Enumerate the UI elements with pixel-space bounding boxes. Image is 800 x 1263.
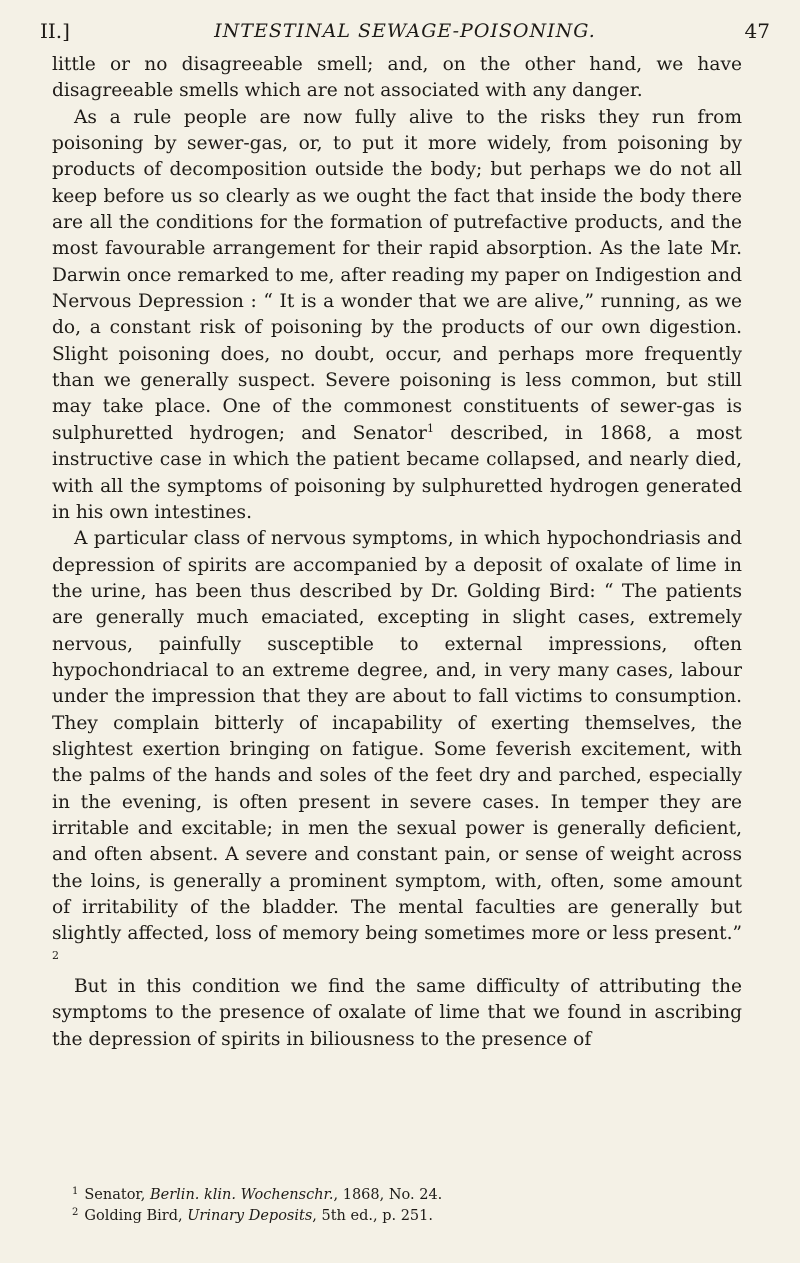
footnote-1 [72, 1185, 752, 1206]
paragraph-text: As a rule people are now fully alive to the risks they run from poisoning by sewer-gas, or, to put it more widely, from poisoning by products of decomposition outside the body; but perhaps we do not all keep before us so clearly as we ought the fact that inside the body there are all the conditions for the formation of putrefactive products, and the most favourable arrangement for their rapid absorption. As the late Mr. Darwin once remarked to me, after reading my paper on Indigestion and Nervous Depression : “ It is a wonder that we are alive,” running, as we do, a constant risk of poisoning by the products of our own digestion. Slight poisoning does, no doubt, occur, and perhaps more frequently than we generally suspect. Severe poisoning is less common, but still may take place. One of the commonest constituents of sewer-gas is sulphuretted hydrogen; and Senator [52, 106, 742, 444]
paragraph-sewer-gas [52, 105, 742, 527]
page-number: 47 [744, 19, 770, 43]
chapter-marker: II.] [40, 19, 70, 43]
footnote-source: Urinary Deposits [187, 1208, 313, 1224]
footnote-text: Golding Bird, [84, 1208, 188, 1224]
footnote-text: Senator, [84, 1187, 150, 1203]
footnote-text: , 1868, No. 24. [333, 1187, 443, 1203]
footnote-mark: 1 [72, 1186, 79, 1197]
paragraph-text: little or no disagreeable smell; and, on the other hand, we have disagreeable smells which are not associated with any danger. [52, 54, 742, 102]
footnotes [72, 1185, 752, 1227]
paragraph-text: A particular class of nervous symptoms, in which hypochondriasis and depression of spirits are accompanied by a deposit of oxalate of lime in the urine, has been thus described by Dr. Golding Bird: “ The patients are generally much emaciated, excepting in slight cases, extremely nervous, painfully susceptible to external impressions, often hypochondriacal to an extreme degree, and, in very many cases, labour under the impression that they are about to fall victims to consumption. They complain bitterly of incapability of exerting themselves, the slightest exertion bringing on fatigue. Some feverish excitement, with the palms of the hands and soles of the feet dry and parched, especially in the evening, is often present in severe cases. In temper they are irritable and excitable; in men the sexual power is generally deficient, and often absent. A severe and constant pain, or sense of weight across the loins, is generally a prominent symptom, with, often, some amount of irritability of the bladder. The mental faculties are generally but slightly affected, loss of memory being sometimes more or less present.” [52, 528, 742, 945]
running-title: INTESTINAL SEWAGE-POISONING. [214, 20, 596, 42]
paragraph-oxalate [52, 526, 742, 974]
footnote-2 [72, 1206, 752, 1227]
footnote-ref-2[interactable]: 2 [52, 948, 59, 962]
footnote-mark: 2 [72, 1207, 79, 1218]
running-header [40, 14, 770, 48]
paragraph-difficulty [52, 974, 742, 1053]
footnote-ref-1[interactable]: 1 [426, 421, 434, 435]
body-text [52, 52, 742, 1053]
paragraph-continued [52, 52, 742, 105]
paragraph-text: But in this condition we find the same difficulty of attributing the symptoms to the presence of oxalate of lime that we found in ascribing the depression of spirits in biliousness to the presence of [52, 976, 742, 1050]
footnote-source: Berlin. klin. Wochenschr. [150, 1187, 334, 1203]
footnote-text: , 5th ed., p. 251. [312, 1208, 433, 1224]
paragraph-text: described, in 1868, a most instructive case in which the patient became collapsed, and nearly died, with all the symptoms of poisoning by sulphuretted hydrogen generated in his own intestines. [52, 422, 742, 523]
